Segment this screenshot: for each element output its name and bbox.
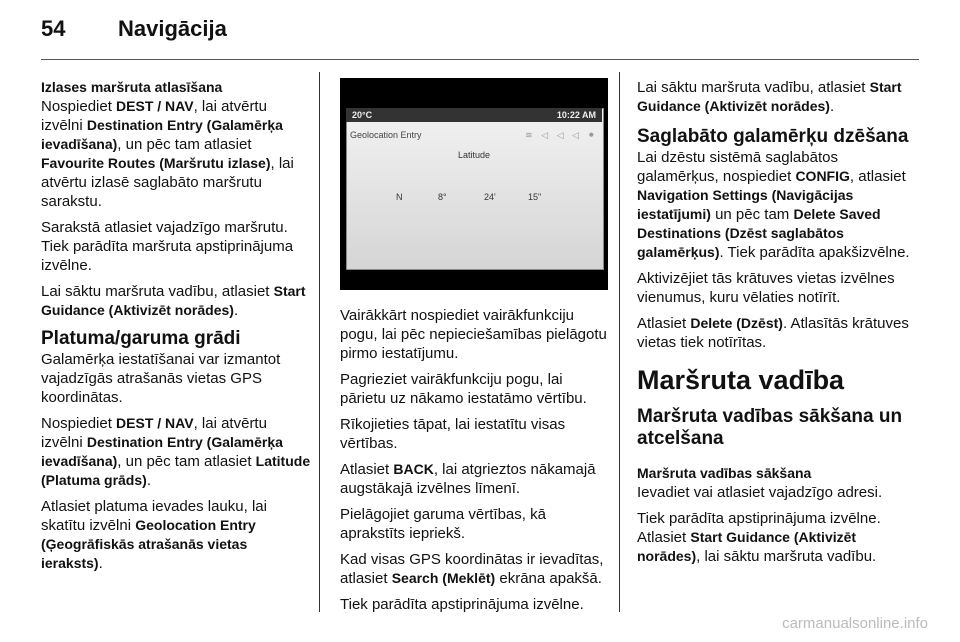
status-bar [346, 108, 602, 122]
paragraph: Nospiediet DEST / NAV, lai atvērtu izvēlni Destination Entry (Galamērķa ievadīšana), un pēc tam atlasiet Favourite Routes (Maršrutu izlase), lai atvērtu izlasē saglabāto maršrutu sarakstu. [41, 98, 294, 210]
latitude-label: Latitude [458, 150, 491, 160]
page-title: Navigācija [118, 16, 227, 41]
column-1 [41, 78, 311, 580]
coord-seconds: 15" [528, 192, 542, 202]
section-heading-lat-long: Platuma/garuma grādi [41, 328, 241, 349]
page-number: 54 [41, 16, 66, 41]
coord-hemisphere: N [396, 192, 403, 202]
paragraph: Rīkojieties tāpat, lai iestatītu visas vērtības. [340, 416, 566, 452]
paragraph: Atlasiet platuma ievades lauku, lai skatītu izvēlni Geolocation Entry (Ģeogrāfiskās atrašanās vietas ieraksts). [41, 498, 267, 572]
temperature-readout: 20°C [352, 110, 373, 120]
coord-degrees: 8° [438, 192, 447, 202]
paragraph: Lai dzēstu sistēmā saglabātos galamērķus, nospiediet CONFIG, atlasiet Navigation Settings (Navigācijas iestatījumi) un pēc tam Delete Saved Destinations (Dzēst saglabātos galamērķus). Tiek parādīta apakšizvēlne. [637, 149, 910, 261]
section-heading-favourite-routes: Izlases maršruta atlasīšana [41, 79, 223, 95]
paragraph: Lai sāktu maršruta vadību, atlasiet Start Guidance (Aktivizēt norādes). [41, 283, 306, 319]
paragraph: Atlasiet BACK, lai atgrieztos nākamajā augstākajā izvēlnes līmenī. [340, 461, 596, 497]
column-divider-2 [619, 72, 620, 612]
page-header [0, 0, 960, 62]
paragraph: Kad visas GPS koordinātas ir ievadītas, atlasiet Search (Meklēt) ekrāna apakšā. [340, 551, 604, 587]
subsection-heading-start: Maršruta vadības sākšana [637, 465, 812, 481]
paragraph: Vairākkārt nospiediet vairākfunkciju pogu, lai pēc nepieciešamības pielāgotu pirmo iestatījumu. [340, 307, 607, 362]
chapter-heading-route-guidance: Maršruta vadība [637, 365, 845, 395]
section-heading-delete-destinations: Saglabāto galamērķu dzēšana [637, 126, 909, 147]
header-rule [41, 59, 919, 60]
paragraph: Lai sāktu maršruta vadību, atlasiet Start Guidance (Aktivizēt norādes). [637, 79, 902, 115]
status-icons: ≋ ◁ ◁ ◁ ⚫ [525, 130, 598, 140]
paragraph: Tiek parādīta apstiprinājuma izvēlne. [340, 596, 584, 613]
section-heading-start-cancel: Maršruta vadības sākšana un atcelšana [637, 406, 903, 449]
geolocation-entry-screenshot [340, 78, 608, 290]
clock-readout: 10:22 AM [556, 110, 596, 120]
paragraph: Galamērķa iestatīšanai var izmantot vajadzīgās atrašanās vietas GPS koordinātas. [41, 351, 281, 406]
screen-title: Geolocation Entry [350, 130, 422, 140]
watermark: carmanualsonline.info [782, 615, 928, 632]
column-3 [637, 78, 917, 573]
paragraph: Pagrieziet vairākfunkciju pogu, lai pārietu uz nākamo iestatāmo vērtību. [340, 371, 587, 407]
paragraph: Aktivizējiet tās krātuves vietas izvēlnes vienumus, kuru vēlaties notīrīt. [637, 270, 895, 306]
paragraph: Atlasiet Delete (Dzēst). Atlasītās krātuves vietas tiek notīrītas. [637, 315, 909, 351]
coord-minutes: 24' [484, 192, 496, 202]
paragraph: Nospiediet DEST / NAV, lai atvērtu izvēlni Destination Entry (Galamērķa ievadīšana), un pēc tam atlasiet Latitude (Platuma grāds). [41, 415, 311, 489]
column-2 [340, 78, 608, 621]
paragraph: Ievadiet vai atlasiet vajadzīgo adresi. [637, 484, 883, 501]
paragraph: Pielāgojiet garuma vērtības, kā aprakstīts iepriekš. [340, 506, 546, 542]
paragraph: Sarakstā atlasiet vajadzīgo maršrutu. Tiek parādīta maršruta apstiprinājuma izvēlne. [41, 219, 294, 274]
column-divider-1 [319, 72, 320, 612]
paragraph: Tiek parādīta apstiprinājuma izvēlne. Atlasiet Start Guidance (Aktivizēt norādes), lai sāktu maršruta vadību. [637, 510, 881, 565]
